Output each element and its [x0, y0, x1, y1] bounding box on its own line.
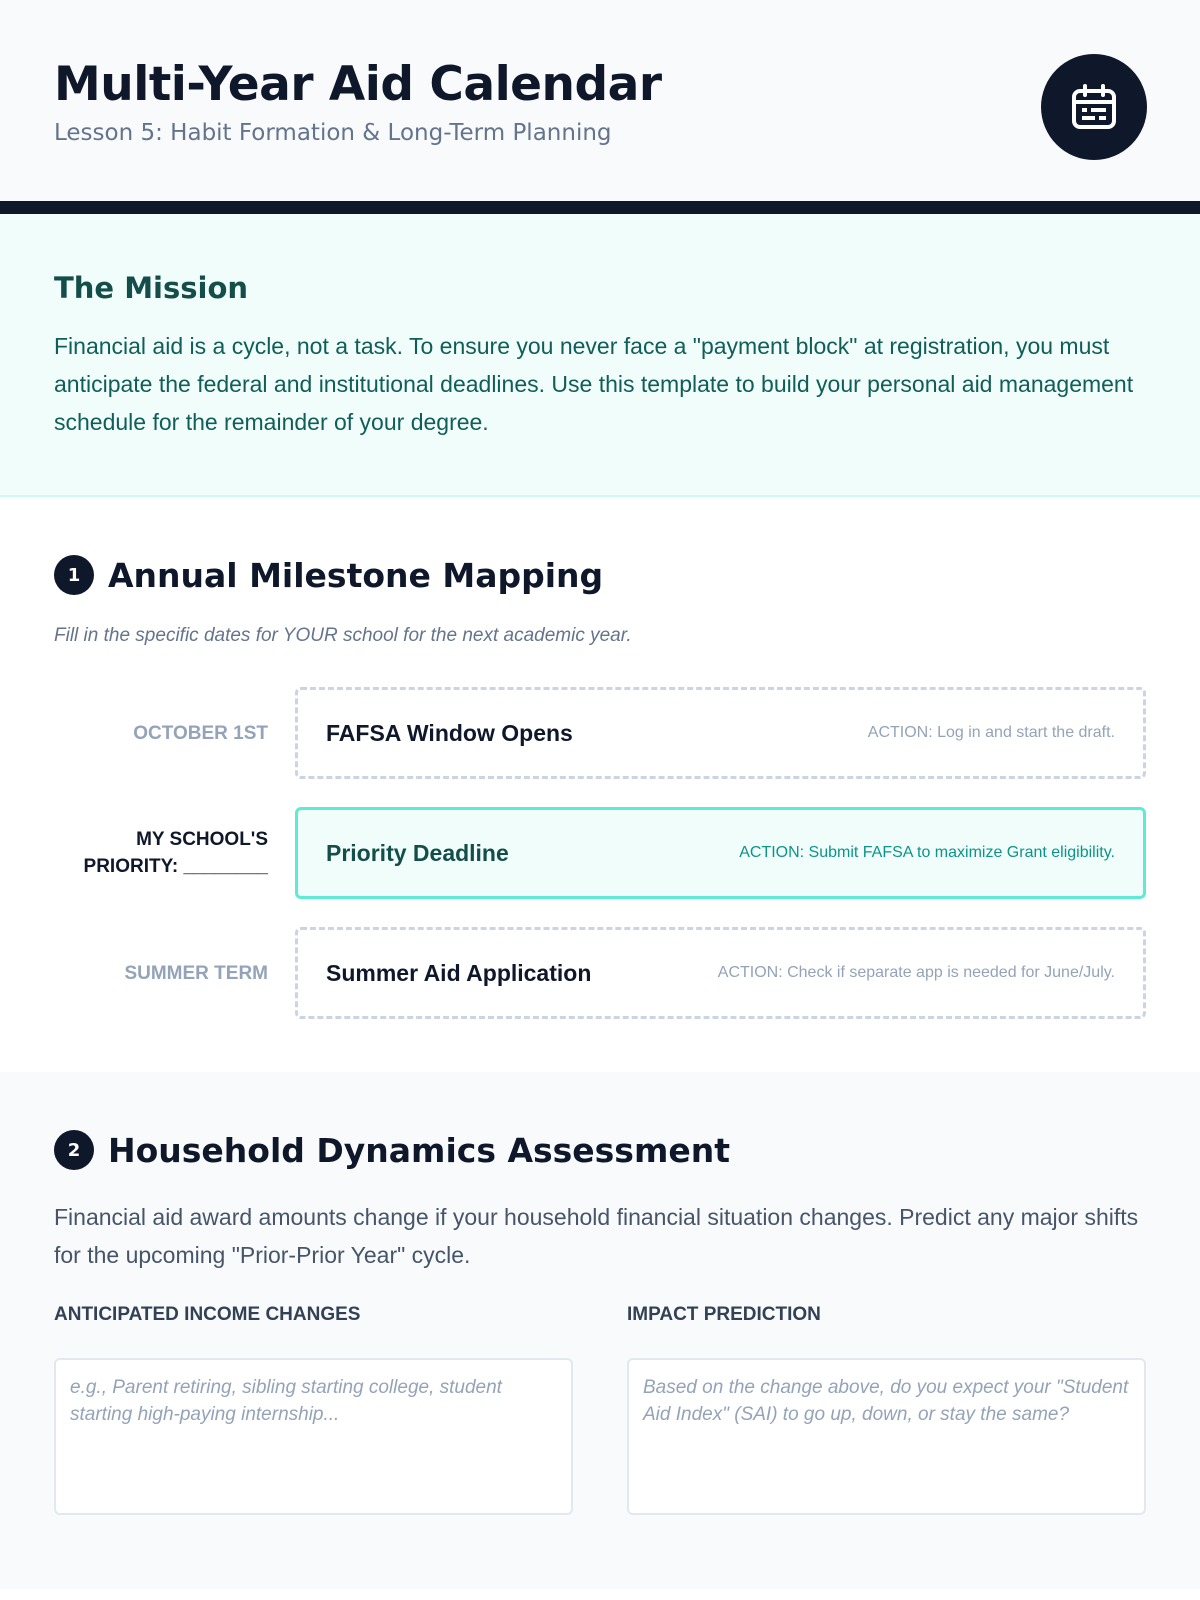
section-heading: [54, 1129, 1146, 1171]
income-changes-field-group: [54, 1304, 573, 1520]
milestone-action: ACTION: Check if separate app is needed for June/July.: [717, 964, 1115, 981]
mission-text: Financial aid is a cycle, not a task. To ensure you never face a "payment block" at registration, you must anticipate the federal and institutional deadlines. Use this template to build your personal aid management schedule for the remainder of your degree.: [54, 333, 1134, 435]
milestone-date-fill-in[interactable]: MY SCHOOL'S PRIORITY: ________: [83, 829, 268, 877]
section-title: Annual Milestone Mapping: [108, 555, 604, 595]
income-changes-input[interactable]: [54, 1358, 573, 1515]
page-header: [0, 0, 1200, 214]
milestone-date: OCTOBER 1ST: [133, 722, 268, 744]
section-instructions: Fill in the specific dates for YOUR school for the next academic year.: [54, 625, 632, 646]
impact-prediction-input[interactable]: [627, 1358, 1146, 1515]
milestone-name: Summer Aid Application: [326, 959, 592, 986]
section-title: Household Dynamics Assessment: [108, 1130, 730, 1170]
milestone-name: Priority Deadline: [326, 839, 509, 866]
section-heading: [54, 554, 1146, 596]
milestone-card: [295, 927, 1146, 1019]
impact-prediction-field-group: [627, 1304, 1146, 1520]
section-description: Financial aid award amounts change if your household financial situation changes. Predict any major shifts for the upcoming "Prior-Prior Year" cycle.: [54, 1204, 1139, 1268]
milestone-action: ACTION: Log in and start the draft.: [867, 724, 1115, 741]
milestone-row: [54, 687, 1146, 779]
milestone-card-priority: [295, 807, 1146, 899]
step-number-badge: 2: [54, 1130, 94, 1170]
milestone-card: [295, 687, 1146, 779]
milestone-section: [0, 497, 1200, 1072]
assessment-fields: [54, 1304, 1146, 1520]
page-title: Multi-Year Aid Calendar: [54, 57, 662, 112]
milestone-list: [54, 687, 1146, 1019]
calendar-icon: [1041, 54, 1147, 160]
impact-prediction-label: IMPACT PREDICTION: [627, 1304, 821, 1325]
step-number-badge: 1: [54, 555, 94, 595]
milestone-date: SUMMER TERM: [124, 962, 268, 984]
milestone-name: FAFSA Window Opens: [326, 719, 573, 746]
income-changes-label: ANTICIPATED INCOME CHANGES: [54, 1304, 361, 1325]
milestone-row: [54, 807, 1146, 899]
household-section: [0, 1072, 1200, 1589]
page-subtitle: Lesson 5: Habit Formation & Long-Term Planning: [54, 120, 612, 146]
milestone-row: [54, 927, 1146, 1019]
mission-panel: [0, 214, 1200, 497]
milestone-action: ACTION: Submit FAFSA to maximize Grant eligibility.: [739, 844, 1115, 861]
mission-title: The Mission: [54, 271, 249, 305]
